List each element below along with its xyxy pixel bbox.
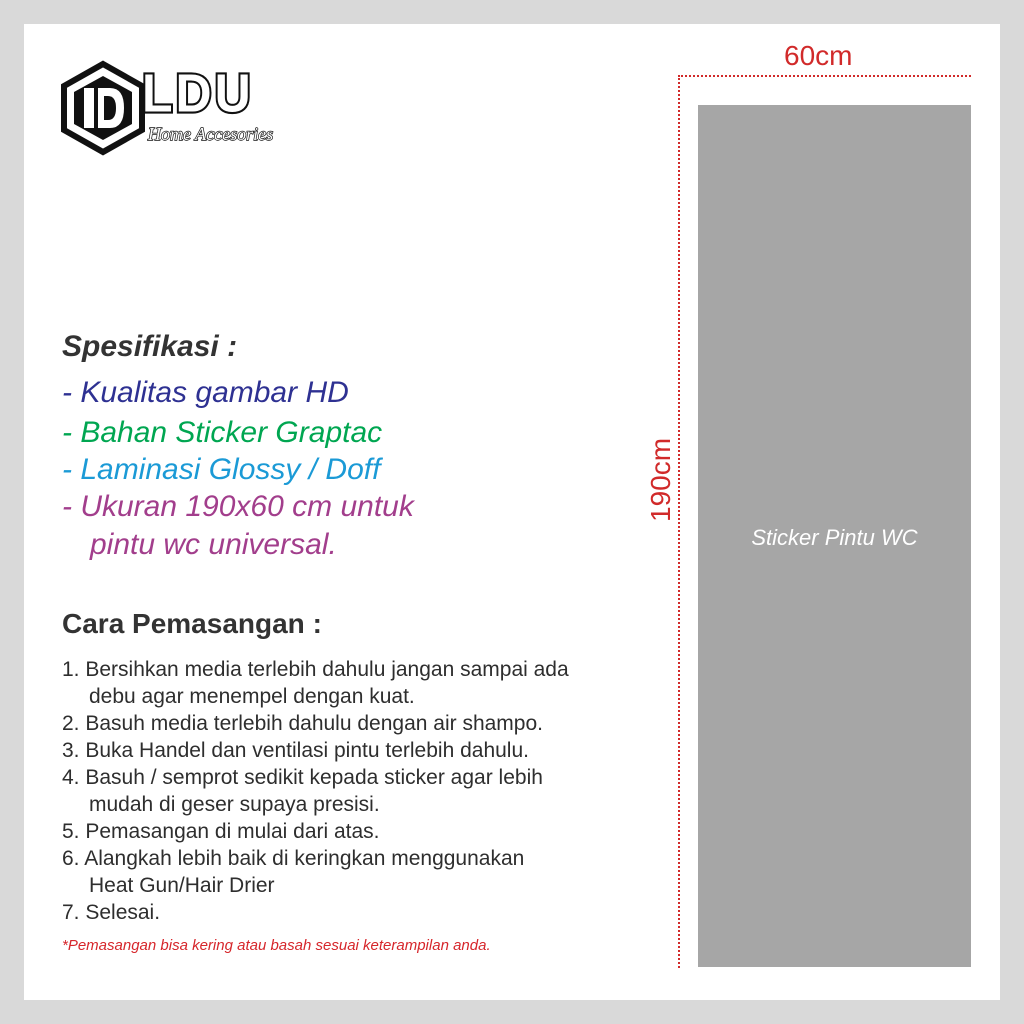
spec-item-lamination: - Laminasi Glossy / Doff bbox=[62, 453, 381, 486]
step-item: 3. Buka Handel dan ventilasi pintu terlebih dahulu. bbox=[62, 739, 529, 762]
width-dimension-line bbox=[678, 75, 971, 77]
installation-steps bbox=[62, 656, 662, 926]
hexagon-emblem-icon bbox=[58, 60, 148, 156]
spec-item-size-cont: pintu wc universal. bbox=[90, 528, 337, 561]
step-item: 2. Basuh media terlebih dahulu dengan air shampo. bbox=[62, 712, 543, 735]
cara-pemasangan-title: Cara Pemasangan : bbox=[62, 608, 322, 639]
logo-tagline: Home Accesories bbox=[148, 124, 274, 144]
spec-item-quality: - Kualitas gambar HD bbox=[62, 376, 349, 409]
spec-item-size: - Ukuran 190x60 cm untuk bbox=[62, 490, 414, 523]
installation-note: *Pemasangan bisa kering atau basah sesuai keterampilan anda. bbox=[62, 937, 491, 954]
spec-item-material: - Bahan Sticker Graptac bbox=[62, 416, 383, 449]
step-item: 1. Bersihkan media terlebih dahulu jangan sampai ada debu agar menempel dengan kuat. bbox=[62, 658, 569, 708]
step-item: 4. Basuh / semprot sedikit kepada sticker agar lebih mudah di geser supaya presisi. bbox=[62, 766, 543, 816]
step-item: 6. Alangkah lebih baik di keringkan menggunakan Heat Gun/Hair Drier bbox=[62, 847, 525, 897]
width-dimension-label: 60cm bbox=[784, 40, 853, 71]
step-item: 5. Pemasangan di mulai dari atas. bbox=[62, 820, 380, 843]
brand-logo bbox=[58, 60, 298, 160]
door-sticker-label: Sticker Pintu WC bbox=[751, 525, 918, 550]
logo-wordmark: LDU bbox=[142, 63, 254, 124]
step-item: 7. Selesai. bbox=[62, 901, 161, 924]
door-sticker-preview bbox=[698, 105, 971, 967]
spesifikasi-title: Spesifikasi : bbox=[62, 330, 238, 363]
height-dimension-line bbox=[678, 75, 680, 968]
height-dimension-label: 190cm bbox=[645, 437, 676, 522]
